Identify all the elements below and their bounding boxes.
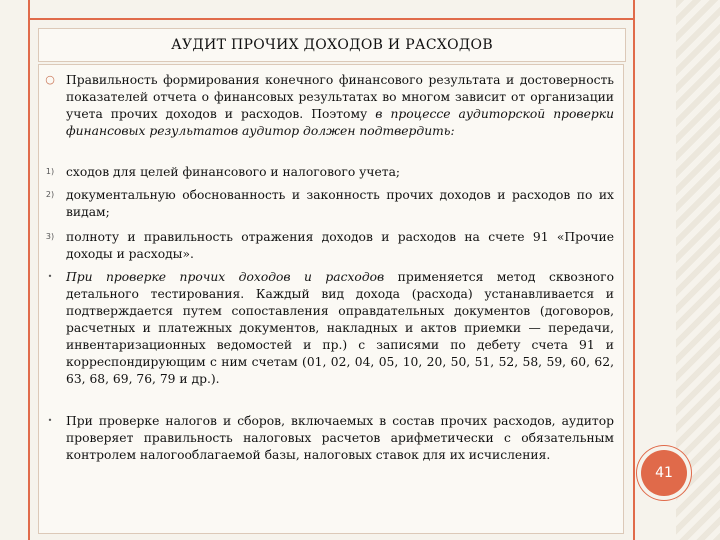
bullet-dot-icon: • bbox=[47, 416, 53, 425]
frame-line-top bbox=[28, 18, 635, 20]
list-number: 3) bbox=[45, 232, 55, 241]
slide-title-box bbox=[38, 28, 626, 62]
content-panel bbox=[38, 64, 624, 534]
list-number: 2) bbox=[45, 190, 55, 199]
list-item-text: сходов для целей финансового и налогового учета; bbox=[66, 165, 401, 179]
frame-line-left bbox=[28, 0, 30, 540]
bullet-dot-icon: • bbox=[47, 272, 53, 281]
list-number: 1) bbox=[45, 167, 55, 176]
list-item-text: При проверке прочих доходов и расходов применяется метод сквозного детального тестирования. Каждый вид дохода (расхода) устанавливается и подтверждается путем сопоставления оправдательных документов (договоров, расчетных и платежных документов, накладных и актов приемки — передачи, инвентаризационных ведомостей и пр.) с записями по дебету счета 91 и корреспондирующим с ним счетам (01, 02, 04, 05, 10, 20, 50, 51, 52, 58, 59, 60, 62, 63, 68, 69, 76, 79 и др.). bbox=[66, 270, 614, 386]
list-item-text: полноту и правильность отражения доходов и расходов на счете 91 «Прочие доходы и расходы». bbox=[66, 230, 614, 261]
list-item-text: При проверке налогов и сборов, включаемых в состав прочих расходов, аудитор проверяет правильность налоговых расчетов арифметически с обязательным контролем налогооблагаемой базы, налоговых ставок для их исчисления. bbox=[66, 414, 614, 462]
slide-title: АУДИТ ПРОЧИХ ДОХОДОВ И РАСХОДОВ bbox=[171, 37, 493, 53]
list-item-text: документальную обоснованность и законность прочих доходов и расходов по их видам; bbox=[66, 188, 614, 219]
page-number-badge bbox=[641, 450, 687, 496]
bullet-circle-icon: ○ bbox=[45, 73, 55, 86]
frame-line-right bbox=[633, 0, 635, 540]
list-item-text: Правильность формирования конечного финансового результата и достоверность показателей отчета о финансовых результатах во многом зависит от организации учета прочих доходов и расходов. Поэтому в процессе аудиторской проверки финансовых результатов аудитор должен подтвердить: bbox=[66, 73, 615, 138]
page-number: 41 bbox=[655, 465, 673, 481]
